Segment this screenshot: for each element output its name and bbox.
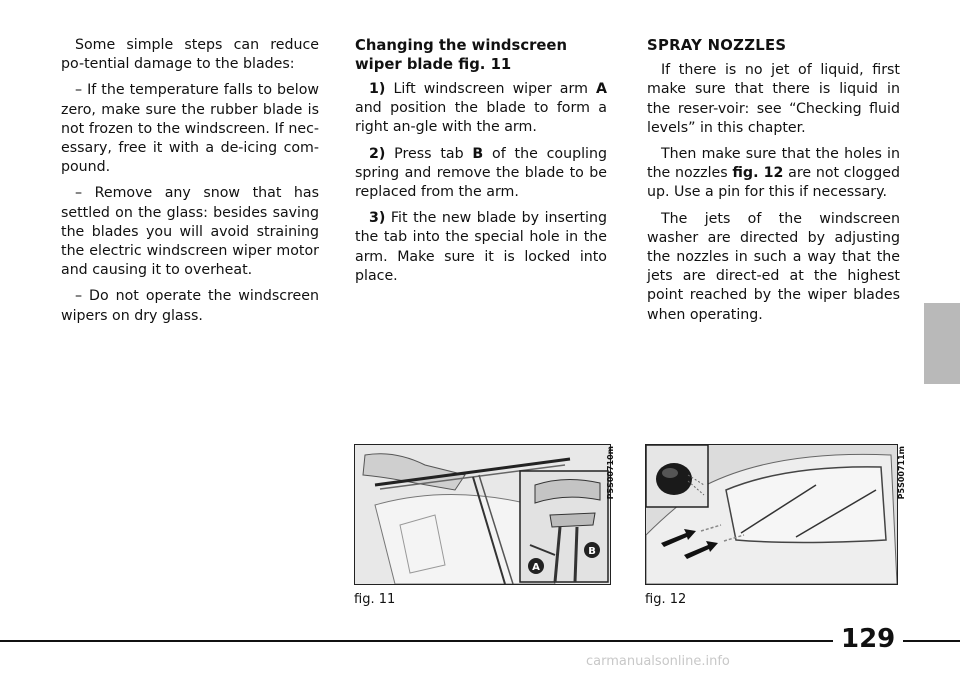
spray-nozzle-drawing bbox=[646, 445, 897, 584]
step-text: Fit the new blade by inserting the tab into the special hole in the arm. Make sure it is locked into place. bbox=[355, 210, 607, 284]
figure-code: P5S00711m bbox=[897, 446, 906, 500]
watermark: carmanualsonline.info bbox=[586, 654, 730, 669]
paragraph: If there is no jet of liquid, first make sure that there is liquid in the reser-voir: see “Checking fluid levels” in this chapter. bbox=[647, 62, 900, 136]
step-text: of the coupling spring and remove the blade to be replaced from the arm. bbox=[355, 145, 607, 201]
paragraph bbox=[647, 145, 900, 203]
step-3 bbox=[355, 209, 607, 286]
figure-caption: fig. 11 bbox=[354, 592, 396, 607]
step-number: 1) bbox=[369, 81, 386, 97]
step-text: Lift windscreen wiper arm bbox=[393, 81, 597, 97]
section-heading: SPRAY NOZZLES bbox=[647, 37, 787, 54]
step-number: 2) bbox=[369, 145, 386, 162]
paragraph: – Do not operate the windscreen wipers on dry glass. bbox=[61, 288, 319, 324]
wiper-blade-drawing bbox=[355, 445, 610, 584]
text-column-2 bbox=[355, 36, 607, 293]
text: are not clogged up. Use a pin for this if necessary. bbox=[647, 165, 900, 201]
figure-12-nozzle-illustration bbox=[645, 444, 898, 585]
label-a-text: A bbox=[532, 562, 540, 573]
figure-caption: fig. 12 bbox=[645, 592, 687, 607]
page-number: 129 bbox=[833, 622, 903, 656]
figure-11-wiper-illustration bbox=[354, 444, 611, 585]
figure-code: P5S00710m bbox=[606, 446, 615, 500]
chapter-tab bbox=[924, 303, 960, 384]
step-text: and position the blade to form a right an-gle with the arm. bbox=[355, 100, 607, 136]
paragraph: – Remove any snow that has settled on the glass: besides saving the blades you will avoid straining the electric windscreen wiper motor and causing it to overheat. bbox=[61, 185, 319, 279]
paragraph: Some simple steps can reduce po-tential damage to the blades: bbox=[61, 37, 319, 73]
paragraph: – If the temperature falls to below zero, make sure the rubber blade is not frozen to the windscreen. If nec-essary, free it with a de-icing com-pound. bbox=[61, 82, 319, 176]
section-heading: Changing the windscreen wiper blade fig. 11 bbox=[355, 37, 567, 73]
label-a: A bbox=[596, 81, 608, 97]
step-text: Press tab bbox=[394, 145, 473, 162]
label-b: B bbox=[472, 145, 484, 162]
step-2 bbox=[355, 145, 607, 203]
figure-ref: fig. 12 bbox=[732, 165, 784, 182]
paragraph: The jets of the windscreen washer are directed by adjusting the nozzles in such a way that the jets are direct-ed at the highest point reached by the wiper blades when operating. bbox=[647, 210, 900, 323]
label-b-text: B bbox=[588, 546, 596, 557]
text-column-3 bbox=[647, 36, 900, 332]
text: Then make sure that the holes in the nozzles bbox=[647, 146, 900, 182]
step-number: 3) bbox=[369, 210, 386, 227]
text-column-1 bbox=[61, 36, 319, 333]
step-1 bbox=[355, 80, 607, 138]
footer-rule bbox=[0, 640, 960, 642]
